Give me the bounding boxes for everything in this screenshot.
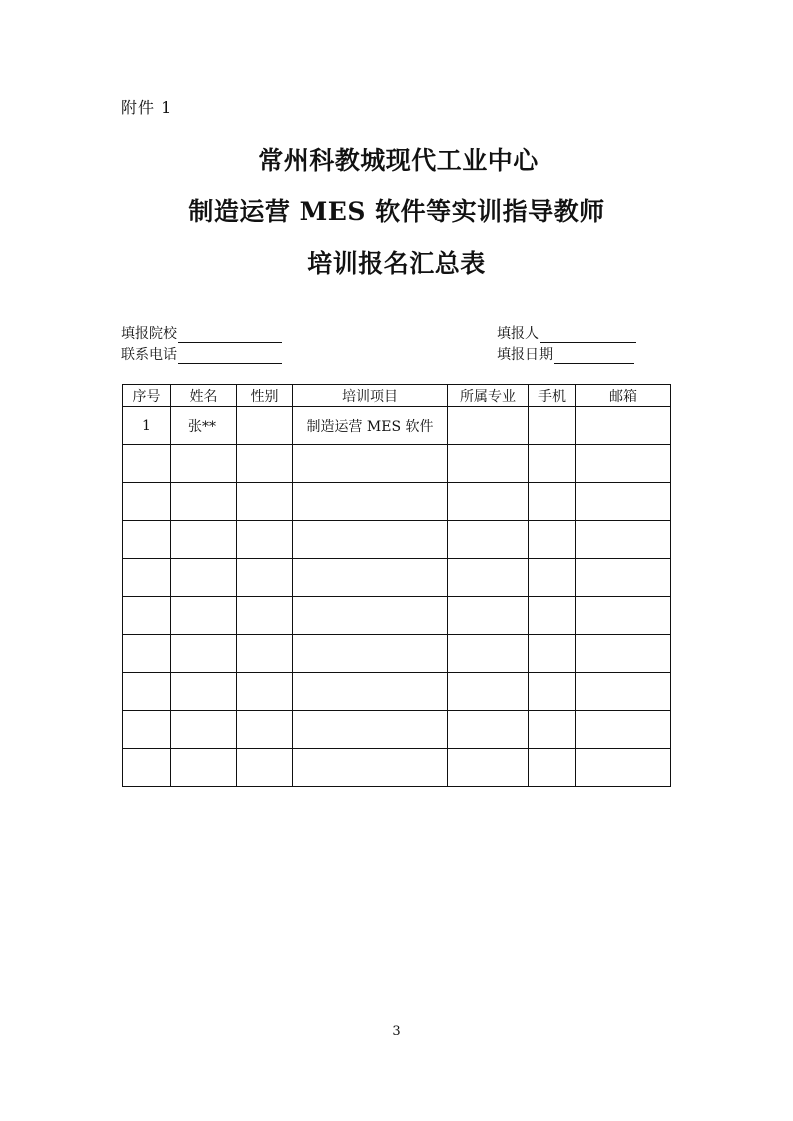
cell-training-project[interactable] xyxy=(293,673,448,711)
table-row xyxy=(123,521,671,559)
document-title-line-1 xyxy=(0,141,793,177)
cell-major[interactable] xyxy=(448,711,529,749)
signup-table xyxy=(122,384,671,787)
cell-major[interactable] xyxy=(448,673,529,711)
reporter-field xyxy=(497,323,636,343)
cell-major[interactable] xyxy=(448,483,529,521)
cell-index[interactable] xyxy=(123,711,171,749)
cell-index[interactable] xyxy=(123,673,171,711)
cell-major[interactable] xyxy=(448,521,529,559)
cell-name[interactable] xyxy=(171,711,237,749)
cell-email[interactable] xyxy=(576,711,671,749)
cell-mobile[interactable] xyxy=(529,407,576,445)
cell-index[interactable] xyxy=(123,445,171,483)
header-index: 序号 xyxy=(123,385,171,407)
cell-mobile[interactable] xyxy=(529,521,576,559)
cell-name[interactable] xyxy=(171,521,237,559)
document-title-line-3: 培训报名汇总表 xyxy=(307,249,486,278)
cell-major[interactable] xyxy=(448,635,529,673)
cell-gender[interactable] xyxy=(237,445,293,483)
cell-gender[interactable] xyxy=(237,483,293,521)
cell-gender[interactable] xyxy=(237,407,293,445)
school-field xyxy=(121,323,282,343)
table-row xyxy=(123,673,671,711)
cell-email[interactable] xyxy=(576,673,671,711)
reporter-field-label: 填报人 xyxy=(497,326,539,342)
cell-training-project[interactable]: 制造运营 MES 软件 xyxy=(293,407,448,445)
table-body xyxy=(123,407,671,787)
cell-gender[interactable] xyxy=(237,711,293,749)
report-date-field-label: 填报日期 xyxy=(497,347,553,363)
attachment-label: 附件 1 xyxy=(121,98,173,117)
cell-name[interactable] xyxy=(171,673,237,711)
cell-email[interactable] xyxy=(576,559,671,597)
cell-email[interactable] xyxy=(576,445,671,483)
cell-training-project[interactable] xyxy=(293,749,448,787)
page-number: 3 xyxy=(392,1024,401,1039)
cell-gender[interactable] xyxy=(237,673,293,711)
cell-mobile[interactable] xyxy=(529,483,576,521)
cell-training-project[interactable] xyxy=(293,597,448,635)
cell-gender[interactable] xyxy=(237,635,293,673)
cell-index[interactable] xyxy=(123,597,171,635)
reporter-field-blank[interactable] xyxy=(540,327,636,343)
cell-gender[interactable] xyxy=(237,597,293,635)
cell-mobile[interactable] xyxy=(529,445,576,483)
cell-mobile[interactable] xyxy=(529,597,576,635)
table-row xyxy=(123,635,671,673)
cell-gender[interactable] xyxy=(237,559,293,597)
header-name: 姓名 xyxy=(171,385,237,407)
cell-email[interactable] xyxy=(576,597,671,635)
cell-training-project[interactable] xyxy=(293,521,448,559)
header-gender: 性别 xyxy=(237,385,293,407)
cell-name[interactable] xyxy=(171,635,237,673)
cell-name[interactable] xyxy=(171,445,237,483)
report-date-field-blank[interactable] xyxy=(554,348,634,364)
document-title-line-2: 制造运营 MES 软件等实训指导教师 xyxy=(188,197,605,226)
cell-major[interactable] xyxy=(448,407,529,445)
header-mobile: 手机 xyxy=(529,385,576,407)
cell-major[interactable] xyxy=(448,559,529,597)
cell-index[interactable]: 1 xyxy=(123,407,171,445)
header-major: 所属专业 xyxy=(448,385,529,407)
cell-index[interactable] xyxy=(123,559,171,597)
cell-mobile[interactable] xyxy=(529,711,576,749)
table-row xyxy=(123,597,671,635)
table-row xyxy=(123,407,671,445)
table-row xyxy=(123,749,671,787)
school-field-blank[interactable] xyxy=(178,327,282,343)
header-training-project: 培训项目 xyxy=(293,385,448,407)
cell-training-project[interactable] xyxy=(293,483,448,521)
table-row xyxy=(123,445,671,483)
table-row xyxy=(123,559,671,597)
phone-field-label: 联系电话 xyxy=(121,347,177,363)
cell-mobile[interactable] xyxy=(529,559,576,597)
cell-training-project[interactable] xyxy=(293,559,448,597)
cell-index[interactable] xyxy=(123,635,171,673)
cell-mobile[interactable] xyxy=(529,673,576,711)
cell-name[interactable] xyxy=(171,597,237,635)
school-field-label: 填报院校 xyxy=(121,326,177,342)
cell-index[interactable] xyxy=(123,521,171,559)
cell-name[interactable]: 张** xyxy=(171,407,237,445)
cell-name[interactable] xyxy=(171,749,237,787)
cell-training-project[interactable] xyxy=(293,445,448,483)
cell-name[interactable] xyxy=(171,483,237,521)
report-date-field xyxy=(497,344,634,364)
cell-email[interactable] xyxy=(576,635,671,673)
cell-index[interactable] xyxy=(123,483,171,521)
phone-field xyxy=(121,344,282,364)
cell-index[interactable] xyxy=(123,749,171,787)
cell-major[interactable] xyxy=(448,445,529,483)
cell-email[interactable] xyxy=(576,521,671,559)
table-row xyxy=(123,711,671,749)
cell-mobile[interactable] xyxy=(529,749,576,787)
cell-email[interactable] xyxy=(576,749,671,787)
cell-major[interactable] xyxy=(448,749,529,787)
cell-gender[interactable] xyxy=(237,749,293,787)
cell-name[interactable] xyxy=(171,559,237,597)
header-email: 邮箱 xyxy=(576,385,671,407)
cell-gender[interactable] xyxy=(237,521,293,559)
cell-training-project[interactable] xyxy=(293,711,448,749)
cell-training-project[interactable] xyxy=(293,635,448,673)
cell-major[interactable] xyxy=(448,597,529,635)
cell-mobile[interactable] xyxy=(529,635,576,673)
document-title-line-1-text: 常州科教城现代工业中心 xyxy=(258,146,539,175)
phone-field-blank[interactable] xyxy=(178,348,282,364)
table-row xyxy=(123,483,671,521)
cell-email[interactable] xyxy=(576,407,671,445)
cell-email[interactable] xyxy=(576,483,671,521)
table-header-row xyxy=(123,385,671,407)
